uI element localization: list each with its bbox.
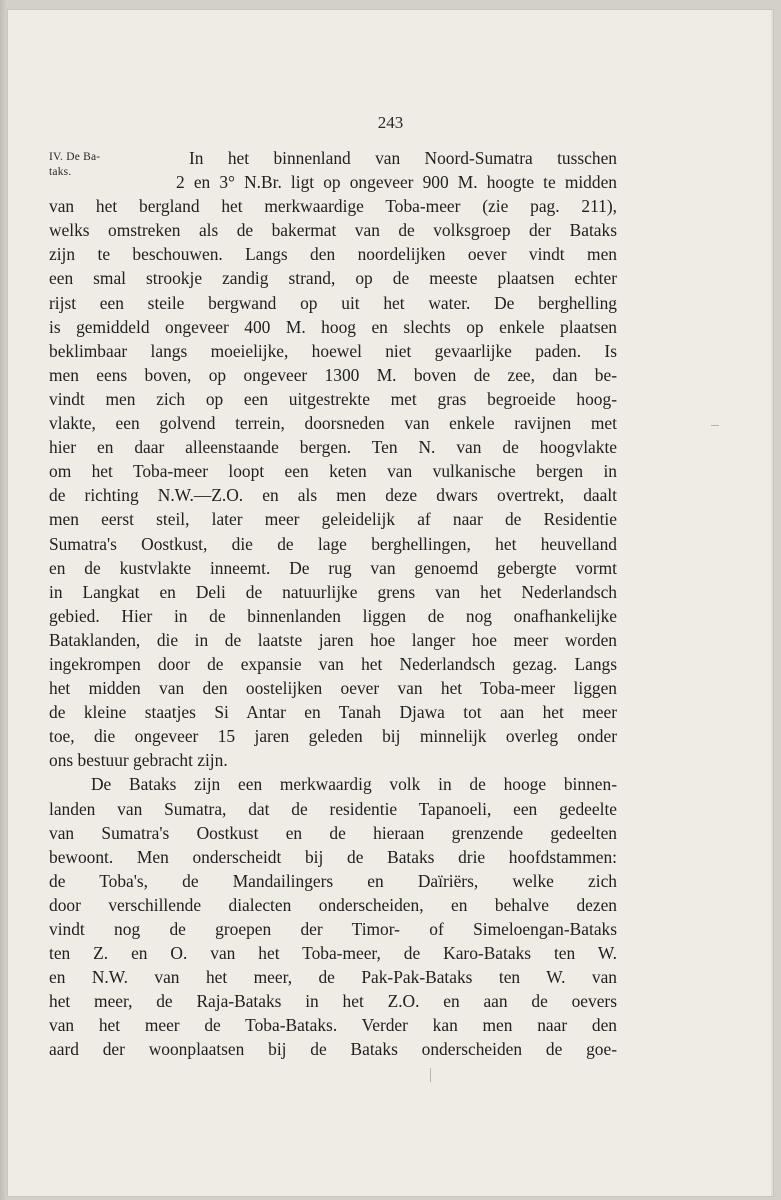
text-line: rijst een steile bergwand op uit het water. De berghelling	[49, 292, 617, 313]
text-line: van Sumatra's Oostkust en de hieraan grenzende gedeelten	[49, 822, 617, 843]
text-line: men eens boven, op ongeveer 1300 M. boven de zee, dan be-	[49, 364, 617, 385]
text-line: het meer, de Raja-Bataks in het Z.O. en aan de oevers	[49, 991, 617, 1012]
text-line: het midden van den oostelijken oever van het Toba-meer liggen	[49, 678, 617, 699]
text-line: vindt men zich op een uitgestrekte met gras begroeide hoog-	[49, 388, 617, 409]
margin-note-line: IV. De Ba-	[49, 151, 101, 163]
text-line: landen van Sumatra, dat de residentie Tapanoeli, een gedeelte	[49, 798, 617, 819]
text-line: bewoont. Men onderscheidt bij de Bataks drie hoofdstammen:	[49, 846, 617, 867]
text-line: gebied. Hier in de binnenlanden liggen de nog onafhankelijke	[49, 605, 617, 626]
text-line: toe, die ongeveer 15 jaren geleden bij minnelijk overleg onder	[49, 726, 617, 747]
text-line: ten Z. en O. van het Toba-meer, de Karo-Bataks ten W.	[49, 943, 617, 964]
page-number: 243	[377, 113, 404, 132]
text-line: beklimbaar langs moeielijke, hoewel niet gevaarlijke paden. Is	[49, 340, 617, 361]
text-line: ingekrompen door de expansie van het Nederlandsch gezag. Langs	[49, 653, 617, 674]
text-line: hier en daar alleenstaande bergen. Ten N. van de hoogvlakte	[49, 437, 617, 458]
text-line: om het Toba-meer loopt een keten van vulkanische bergen in	[49, 461, 617, 482]
text-line: Bataklanden, die in de laatste jaren hoe langer hoe meer worden	[49, 629, 617, 650]
scan-speck	[430, 1068, 431, 1082]
text-line: welks omstreken als de bakermat van de volksgroep der Bataks	[49, 220, 617, 241]
text-line: in Langkat en Deli de natuurlijke grens van het Nederlandsch	[49, 581, 617, 602]
text-line: van het meer de Toba-Bataks. Verder kan men naar den	[49, 1015, 617, 1036]
text-line: is gemiddeld ongeveer 400 M. hoog en slechts op enkele plaatsen	[49, 316, 617, 337]
text-line: een smal strookje zandig strand, op de meeste plaatsen echter	[49, 268, 617, 289]
text-line: Sumatra's Oostkust, die de lage berghellingen, het heuvelland	[49, 533, 617, 554]
page-binding-edge	[0, 0, 8, 1200]
text-line: vindt nog de groepen der Timor- of Simeloengan-Bataks	[49, 919, 617, 939]
text-line: zijn te beschouwen. Langs den noordelijken oever vindt men	[49, 244, 617, 265]
text-line: en N.W. van het meer, de Pak-Pak-Bataks ten W. van	[49, 967, 617, 988]
text-line: vlakte, een golvend terrein, doorsneden van enkele ravijnen met	[49, 413, 617, 434]
scan-speck	[711, 425, 719, 426]
text-line: men eerst steil, later meer geleidelijk af naar de Residentie	[49, 509, 617, 530]
body-text	[49, 146, 617, 1062]
text-line: 2 en 3° N.Br. ligt op ongeveer 900 M. hoogte te midden	[176, 172, 617, 193]
text-line: van het bergland het merkwaardige Toba-meer (zie pag. 211),	[49, 196, 617, 217]
margin-note-line: taks.	[49, 166, 72, 178]
text-line: ons bestuur gebracht zijn.	[49, 750, 228, 771]
text-line: In het binnenland van Noord-Sumatra tusschen	[189, 148, 617, 168]
text-line: de Toba's, de Mandailingers en Daïriërs, welke zich	[49, 870, 617, 891]
text-line: aard der woonplaatsen bij de Bataks onderscheiden de goe-	[49, 1039, 617, 1060]
text-line: de kleine staatjes Si Antar en Tanah Djawa tot aan het meer	[49, 702, 617, 723]
text-line: de richting N.W.—Z.O. en als men deze dwars overtrekt, daalt	[49, 485, 617, 506]
text-line: en de kustvlakte inneemt. De rug van genoemd gebergte vormt	[49, 557, 617, 578]
text-line: door verschillende dialecten onderscheiden, en behalve dezen	[49, 894, 617, 915]
text-line: De Bataks zijn een merkwaardig volk in de hooge binnen-	[91, 774, 617, 795]
